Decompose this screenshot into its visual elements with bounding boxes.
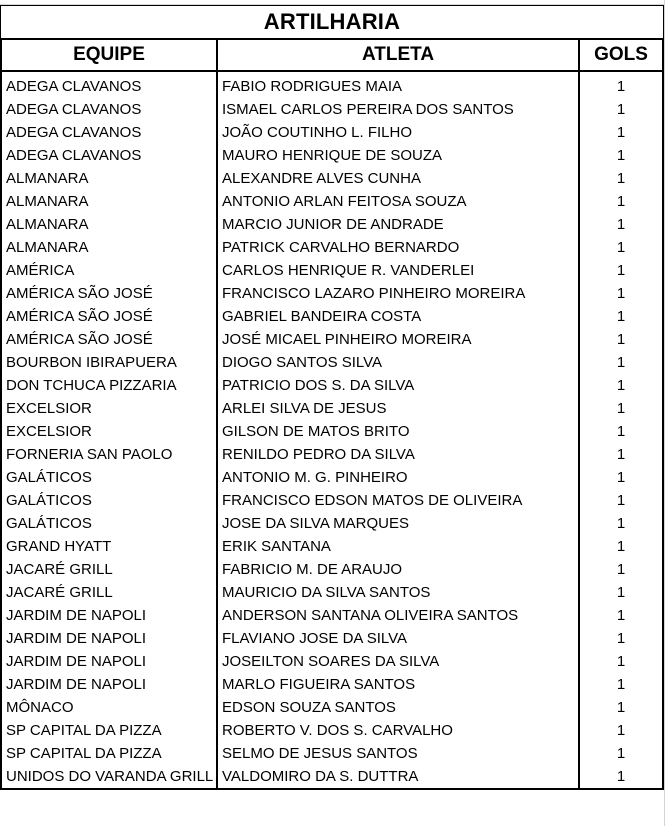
cell-atleta[interactable]: GILSON DE MATOS BRITO [217, 420, 579, 443]
cell-atleta[interactable]: MARCIO JUNIOR DE ANDRADE [217, 213, 579, 236]
table-row [1, 466, 663, 489]
table-row [1, 650, 663, 673]
cell-gols[interactable]: 1 [579, 558, 663, 581]
cell-equipe[interactable]: GALÁTICOS [1, 512, 217, 535]
cell-equipe[interactable]: SP CAPITAL DA PIZZA [1, 742, 217, 765]
cell-atleta[interactable]: ROBERTO V. DOS S. CARVALHO [217, 719, 579, 742]
table-row [1, 213, 663, 236]
cell-atleta[interactable]: ANTONIO ARLAN FEITOSA SOUZA [217, 190, 579, 213]
table-row [1, 742, 663, 765]
header-equipe[interactable]: EQUIPE [1, 39, 217, 71]
table-row [1, 328, 663, 351]
cell-equipe[interactable]: ALMANARA [1, 190, 217, 213]
cell-atleta[interactable]: GABRIEL BANDEIRA COSTA [217, 305, 579, 328]
table-row [1, 236, 663, 259]
table-row [1, 282, 663, 305]
cell-gols[interactable]: 1 [579, 351, 663, 374]
cell-equipe[interactable]: GRAND HYATT [1, 535, 217, 558]
cell-gols[interactable]: 1 [579, 512, 663, 535]
table-row [1, 719, 663, 742]
cell-equipe[interactable]: MÔNACO [1, 696, 217, 719]
cell-atleta[interactable]: DIOGO SANTOS SILVA [217, 351, 579, 374]
table-row [1, 489, 663, 512]
cell-equipe[interactable]: UNIDOS DO VARANDA GRILL [1, 765, 217, 789]
cell-atleta[interactable]: ALEXANDRE ALVES CUNHA [217, 167, 579, 190]
table-row [1, 673, 663, 696]
cell-equipe[interactable]: ADEGA CLAVANOS [1, 71, 217, 98]
cell-atleta[interactable]: VALDOMIRO DA S. DUTTRA [217, 765, 579, 789]
cell-equipe[interactable]: JARDIM DE NAPOLI [1, 604, 217, 627]
gridline-right [664, 0, 672, 826]
cell-equipe[interactable]: JARDIM DE NAPOLI [1, 650, 217, 673]
cell-atleta[interactable]: FRANCISCO EDSON MATOS DE OLIVEIRA [217, 489, 579, 512]
cell-atleta[interactable]: JOÃO COUTINHO L. FILHO [217, 121, 579, 144]
cell-gols[interactable]: 1 [579, 374, 663, 397]
cell-atleta[interactable]: SELMO DE JESUS SANTOS [217, 742, 579, 765]
cell-atleta[interactable]: EDSON SOUZA SANTOS [217, 696, 579, 719]
cell-gols[interactable]: 1 [579, 650, 663, 673]
cell-gols[interactable]: 1 [579, 71, 663, 98]
cell-equipe[interactable]: ALMANARA [1, 213, 217, 236]
cell-equipe[interactable]: JARDIM DE NAPOLI [1, 627, 217, 650]
cell-gols[interactable]: 1 [579, 443, 663, 466]
cell-gols[interactable]: 1 [579, 673, 663, 696]
cell-gols[interactable]: 1 [579, 742, 663, 765]
table-row [1, 305, 663, 328]
cell-atleta[interactable]: RENILDO PEDRO DA SILVA [217, 443, 579, 466]
cell-equipe[interactable]: JARDIM DE NAPOLI [1, 673, 217, 696]
table-row [1, 374, 663, 397]
cell-gols[interactable]: 1 [579, 765, 663, 789]
cell-atleta[interactable]: FLAVIANO JOSE DA SILVA [217, 627, 579, 650]
table-row [1, 765, 663, 789]
cell-gols[interactable]: 1 [579, 627, 663, 650]
cell-gols[interactable]: 1 [579, 719, 663, 742]
header-row [1, 39, 663, 71]
table-body [1, 71, 663, 789]
cell-atleta[interactable]: MARLO FIGUEIRA SANTOS [217, 673, 579, 696]
table-row [1, 351, 663, 374]
cell-atleta[interactable]: PATRICK CARVALHO BERNARDO [217, 236, 579, 259]
cell-atleta[interactable]: ARLEI SILVA DE JESUS [217, 397, 579, 420]
cell-atleta[interactable]: CARLOS HENRIQUE R. VANDERLEI [217, 259, 579, 282]
cell-gols[interactable]: 1 [579, 167, 663, 190]
cell-atleta[interactable]: FRANCISCO LAZARO PINHEIRO MOREIRA [217, 282, 579, 305]
cell-atleta[interactable]: ISMAEL CARLOS PEREIRA DOS SANTOS [217, 98, 579, 121]
cell-gols[interactable]: 1 [579, 397, 663, 420]
cell-equipe[interactable]: AMÉRICA [1, 259, 217, 282]
cell-gols[interactable]: 1 [579, 213, 663, 236]
cell-equipe[interactable]: ADEGA CLAVANOS [1, 121, 217, 144]
cell-gols[interactable]: 1 [579, 535, 663, 558]
table-row [1, 71, 663, 98]
cell-gols[interactable]: 1 [579, 190, 663, 213]
cell-atleta[interactable]: PATRICIO DOS S. DA SILVA [217, 374, 579, 397]
table-row [1, 167, 663, 190]
cell-atleta[interactable]: MAURICIO DA SILVA SANTOS [217, 581, 579, 604]
cell-gols[interactable]: 1 [579, 696, 663, 719]
table-row [1, 512, 663, 535]
cell-equipe[interactable]: ALMANARA [1, 236, 217, 259]
cell-gols[interactable]: 1 [579, 581, 663, 604]
cell-equipe[interactable]: ALMANARA [1, 167, 217, 190]
table-row [1, 190, 663, 213]
table-row [1, 581, 663, 604]
cell-atleta[interactable]: FABIO RODRIGUES MAIA [217, 71, 579, 98]
cell-equipe[interactable]: BOURBON IBIRAPUERA [1, 351, 217, 374]
cell-equipe[interactable]: FORNERIA SAN PAOLO [1, 443, 217, 466]
table-row [1, 535, 663, 558]
cell-gols[interactable]: 1 [579, 489, 663, 512]
cell-equipe[interactable]: GALÁTICOS [1, 489, 217, 512]
cell-gols[interactable]: 1 [579, 466, 663, 489]
header-gols[interactable]: GOLS [579, 39, 663, 71]
cell-gols[interactable]: 1 [579, 604, 663, 627]
cell-atleta[interactable]: JOSÉ MICAEL PINHEIRO MOREIRA [217, 328, 579, 351]
cell-equipe[interactable]: AMÉRICA SÃO JOSÉ [1, 282, 217, 305]
cell-equipe[interactable]: JACARÉ GRILL [1, 558, 217, 581]
cell-equipe[interactable]: ADEGA CLAVANOS [1, 98, 217, 121]
table-row [1, 443, 663, 466]
cell-equipe[interactable]: SP CAPITAL DA PIZZA [1, 719, 217, 742]
cell-equipe[interactable]: DON TCHUCA PIZZARIA [1, 374, 217, 397]
cell-equipe[interactable]: AMÉRICA SÃO JOSÉ [1, 305, 217, 328]
table-row [1, 144, 663, 167]
table-row [1, 121, 663, 144]
cell-equipe[interactable]: GALÁTICOS [1, 466, 217, 489]
cell-gols[interactable]: 1 [579, 259, 663, 282]
cell-atleta[interactable]: ANDERSON SANTANA OLIVEIRA SANTOS [217, 604, 579, 627]
cell-atleta[interactable]: JOSEILTON SOARES DA SILVA [217, 650, 579, 673]
cell-atleta[interactable]: FABRICIO M. DE ARAUJO [217, 558, 579, 581]
cell-gols[interactable]: 1 [579, 236, 663, 259]
sheet-title[interactable]: ARTILHARIA [0, 5, 664, 38]
header-atleta[interactable]: ATLETA [217, 39, 579, 71]
cell-equipe[interactable]: EXCELSIOR [1, 397, 217, 420]
cell-equipe[interactable]: ADEGA CLAVANOS [1, 144, 217, 167]
table-row [1, 627, 663, 650]
table-row [1, 558, 663, 581]
table-row [1, 604, 663, 627]
cell-gols[interactable]: 1 [579, 282, 663, 305]
scorers-table [0, 38, 664, 790]
table-row [1, 696, 663, 719]
cell-gols[interactable]: 1 [579, 144, 663, 167]
cell-atleta[interactable]: ANTONIO M. G. PINHEIRO [217, 466, 579, 489]
table-row [1, 397, 663, 420]
table-row [1, 259, 663, 282]
table-row [1, 420, 663, 443]
cell-atleta[interactable]: JOSE DA SILVA MARQUES [217, 512, 579, 535]
table-row [1, 98, 663, 121]
cell-gols[interactable]: 1 [579, 121, 663, 144]
cell-equipe[interactable]: EXCELSIOR [1, 420, 217, 443]
cell-gols[interactable]: 1 [579, 98, 663, 121]
cell-equipe[interactable]: JACARÉ GRILL [1, 581, 217, 604]
cell-gols[interactable]: 1 [579, 328, 663, 351]
cell-atleta[interactable]: ERIK SANTANA [217, 535, 579, 558]
cell-equipe[interactable]: AMÉRICA SÃO JOSÉ [1, 328, 217, 351]
cell-gols[interactable]: 1 [579, 420, 663, 443]
cell-gols[interactable]: 1 [579, 305, 663, 328]
cell-atleta[interactable]: MAURO HENRIQUE DE SOUZA [217, 144, 579, 167]
